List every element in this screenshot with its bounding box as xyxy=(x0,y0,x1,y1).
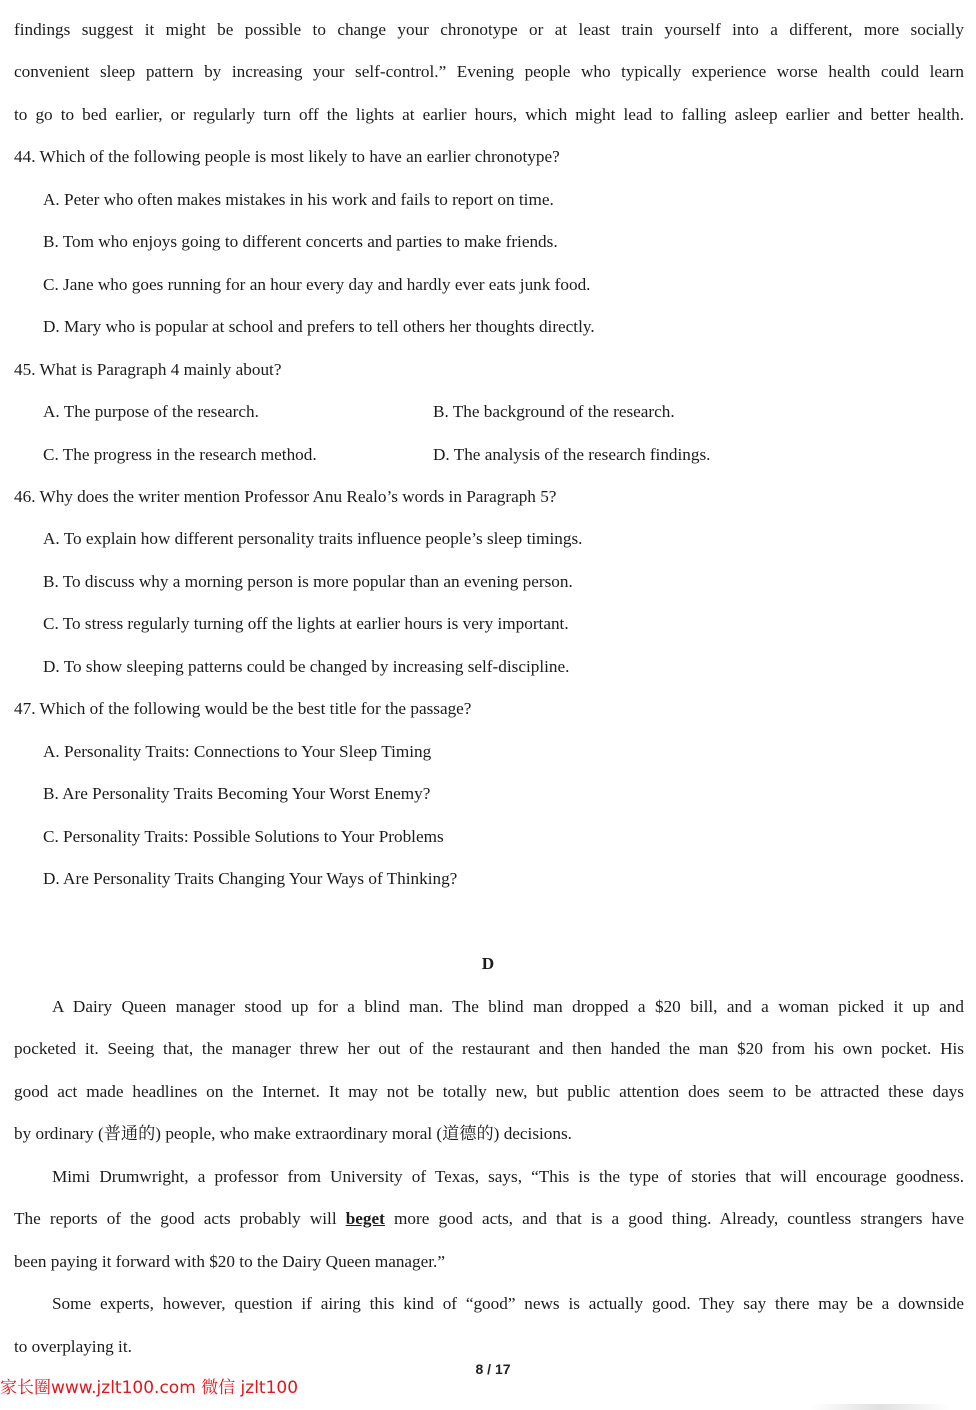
passage-d-line: pocketed it. Seeing that, the manager threw her out of the restaurant and then handed the man $20 from his own pocket. His xyxy=(14,1039,964,1058)
passage-d-line: to overplaying it. xyxy=(14,1337,132,1356)
section-d-heading: D xyxy=(481,954,495,973)
page-number: 8 / 17 xyxy=(475,1361,511,1377)
question-45-option-c: C. The progress in the research method. xyxy=(43,445,317,464)
passage-line: to go to bed earlier, or regularly turn off the lights at earlier hours, which might lead to falling asleep earlier and better health. xyxy=(14,105,964,124)
question-47-stem: 47. Which of the following would be the best title for the passage? xyxy=(14,699,472,718)
question-46-option-c: C. To stress regularly turning off the lights at earlier hours is very important. xyxy=(43,614,569,633)
passage-d-line xyxy=(14,1209,964,1229)
watermark: 家长圈www.jzlt100.com 微信 jzlt100 xyxy=(0,1378,299,1398)
passage-text: The reports of the good acts probably will xyxy=(14,1209,346,1228)
passage-d-line: been paying it forward with $20 to the Dairy Queen manager.” xyxy=(14,1252,445,1271)
passage-d-line: good act made headlines on the Internet. It may not be totally new, but public attention does seem to be attracted these days xyxy=(14,1082,964,1101)
question-47-option-b: B. Are Personality Traits Becoming Your Worst Enemy? xyxy=(43,784,431,803)
passage-line: convenient sleep pattern by increasing your self-control.” Evening people who typically experience worse health could learn xyxy=(14,62,964,81)
question-47-option-a: A. Personality Traits: Connections to Your Sleep Timing xyxy=(43,742,432,761)
scan-artifact xyxy=(810,1404,950,1410)
vocab-keyword: beget xyxy=(345,1209,385,1228)
question-44-option-c: C. Jane who goes running for an hour every day and hardly ever eats junk food. xyxy=(43,275,591,294)
question-45-option-a: A. The purpose of the research. xyxy=(43,402,259,421)
question-44-option-b: B. Tom who enjoys going to different concerts and parties to make friends. xyxy=(43,232,558,251)
question-45-stem: 45. What is Paragraph 4 mainly about? xyxy=(14,360,282,379)
question-44-stem: 44. Which of the following people is most likely to have an earlier chronotype? xyxy=(14,147,560,166)
passage-text: more good acts, and that is a good thing. Already, countless strangers have xyxy=(384,1209,964,1228)
question-44-option-d: D. Mary who is popular at school and prefers to tell others her thoughts directly. xyxy=(43,317,595,336)
question-44-option-a: A. Peter who often makes mistakes in his work and fails to report on time. xyxy=(43,190,554,209)
question-46-option-b: B. To discuss why a morning person is more popular than an evening person. xyxy=(43,572,573,591)
passage-line: findings suggest it might be possible to change your chronotype or at least train yourself into a different, more socially xyxy=(14,20,964,39)
question-46-stem: 46. Why does the writer mention Professor Anu Realo’s words in Paragraph 5? xyxy=(14,487,557,506)
passage-d-line: A Dairy Queen manager stood up for a blind man. The blind man dropped a $20 bill, and a woman picked it up and xyxy=(52,997,964,1016)
passage-d-line: Some experts, however, question if airing this kind of “good” news is actually good. They say there may be a downside xyxy=(52,1294,964,1313)
question-47-option-c: C. Personality Traits: Possible Solutions to Your Problems xyxy=(43,827,444,846)
question-45-option-d: D. The analysis of the research findings. xyxy=(433,445,711,464)
question-46-option-a: A. To explain how different personality traits influence people’s sleep timings. xyxy=(43,529,583,548)
question-47-option-d: D. Are Personality Traits Changing Your Ways of Thinking? xyxy=(43,869,458,888)
passage-d-line: Mimi Drumwright, a professor from University of Texas, says, “This is the type of stories that will encourage goodness. xyxy=(52,1167,964,1186)
passage-d-line: by ordinary (普通的) people, who make extraordinary moral (道德的) decisions. xyxy=(14,1124,572,1143)
question-46-option-d: D. To show sleeping patterns could be changed by increasing self-discipline. xyxy=(43,657,570,676)
question-45-option-b: B. The background of the research. xyxy=(433,402,675,421)
